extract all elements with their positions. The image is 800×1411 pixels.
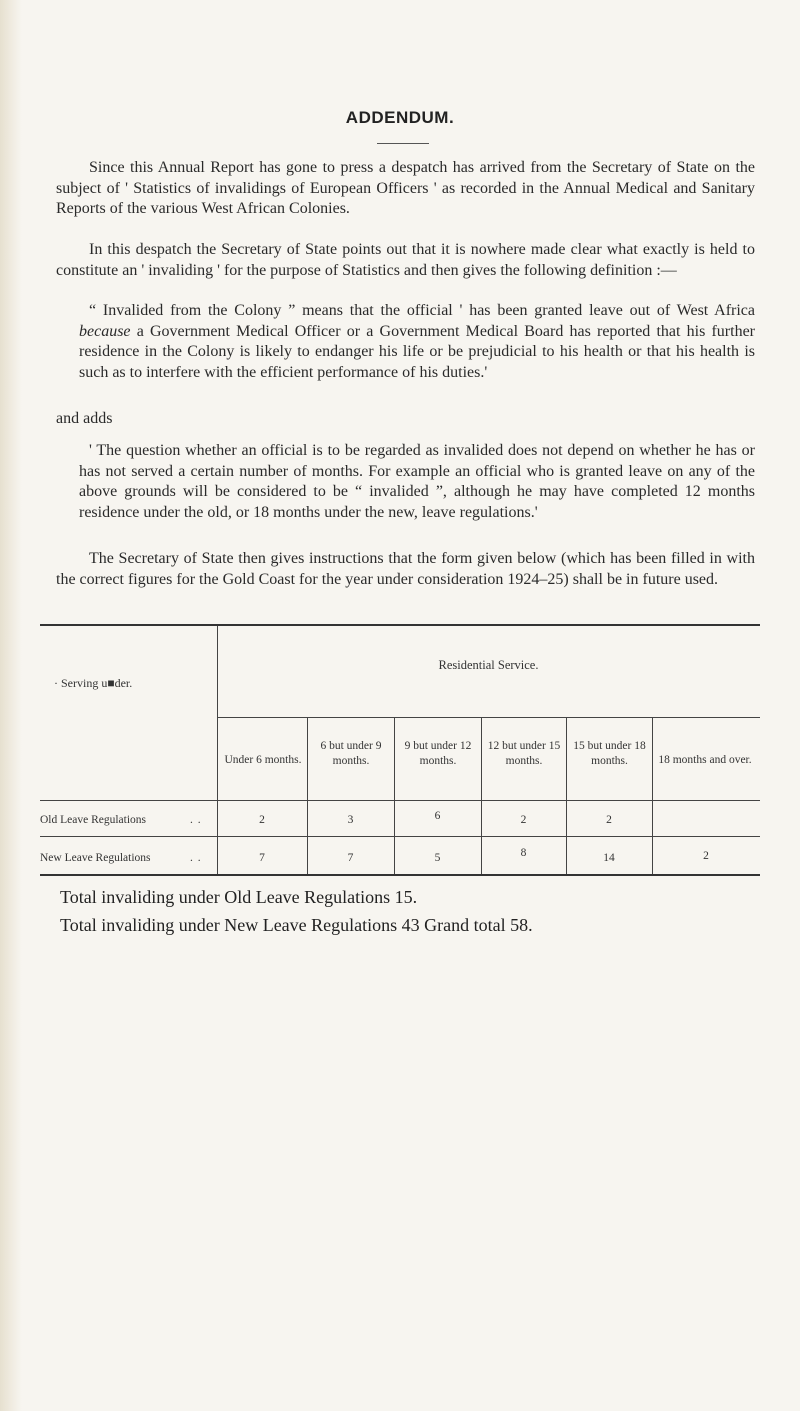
column-header: Under 6 months.: [224, 754, 302, 766]
quote-definition: [79, 301, 755, 383]
table-header-rule: [40, 800, 760, 801]
invaliding-table: [40, 624, 760, 876]
row-label-old: Old Leave Regulations: [40, 814, 147, 826]
paragraph-despatch: In this despatch the Secretary of State points out that it is nowhere made clear what exactly is held to constitute an ' invaliding ' for the purpose of Statistics and then gives the following definition :—: [56, 241, 755, 279]
column-header: 15 but under 18 months.: [573, 740, 646, 767]
row-dots: . .: [190, 852, 202, 864]
quote-definition-part2: a Government Medical Officer or a Government Medical Board has reported that his further residence in the Colony is likely to endanger his life or be prejudicial to his health or that his health is such as to interfere with the efficient performance of his duties.': [79, 322, 755, 381]
title-underline: [377, 143, 429, 144]
table-cell: 8: [520, 847, 527, 859]
total-old-regulations: Total invaliding under Old Leave Regulations 15.: [60, 887, 418, 907]
table-cell: 7: [259, 852, 265, 864]
table-row-rule: [40, 836, 760, 837]
row-dots: . .: [190, 814, 202, 826]
column-header: 18 months and over.: [658, 754, 752, 766]
table-cell: 6: [434, 810, 441, 822]
page-edge: [0, 0, 22, 1411]
column-header: 9 but under 12 months.: [404, 740, 472, 767]
row-label-new: New Leave Regulations: [40, 852, 151, 864]
table-cell: 5: [434, 852, 441, 864]
paragraph-instructions: The Secretary of State then gives instructions that the form given below (which has been filled in with the correct figures for the Gold Coast for the year under consideration 1924–25) shall be in future used.: [56, 550, 755, 588]
table-cell: 14: [603, 852, 615, 864]
total-new-regulations: Total invaliding under New Leave Regulations 43 Grand total 58.: [60, 915, 533, 935]
table-top-rule: [40, 624, 760, 626]
paragraph-and-adds: and adds: [56, 410, 113, 427]
table-cell: 3: [347, 814, 354, 826]
serving-under-header: · Serving u■der.: [54, 676, 133, 690]
table-cell: 2: [606, 814, 612, 826]
page-title: ADDENDUM.: [345, 108, 455, 127]
column-header: 12 but under 15 months.: [487, 740, 561, 767]
table-cell: 2: [520, 814, 527, 826]
table-cell: 2: [259, 814, 265, 826]
quote-definition-part1: “ Invalided from the Colony ” means that the official ' has been granted leave out of West Africa: [89, 302, 755, 319]
table-subheader-rule: [217, 717, 760, 718]
table-bottom-rule: [40, 874, 760, 876]
column-header: 6 but under 9 months.: [320, 740, 382, 767]
quote-definition-emphasis: because: [79, 322, 131, 340]
quote-question: ' The question whether an official is to be regarded as invalided does not depend on whether he has or has not served a certain number of months. For example an official who is granted leave on any of the above grounds will be considered to be “ invalided ”, although he may have completed 12 months residence under the old, or 18 months under the new, leave regulations.': [79, 442, 755, 521]
table-cell: 2: [703, 850, 709, 862]
paragraph-intro: Since this Annual Report has gone to press a despatch has arrived from the Secretary of State on the subject of ' Statistics of invalidings of European Officers ' as recorded in the Annual Medical and Sanitary Reports of the various West African Colonies.: [56, 159, 755, 217]
table-cell: 7: [347, 852, 354, 864]
residential-service-header: Residential Service.: [438, 658, 539, 672]
